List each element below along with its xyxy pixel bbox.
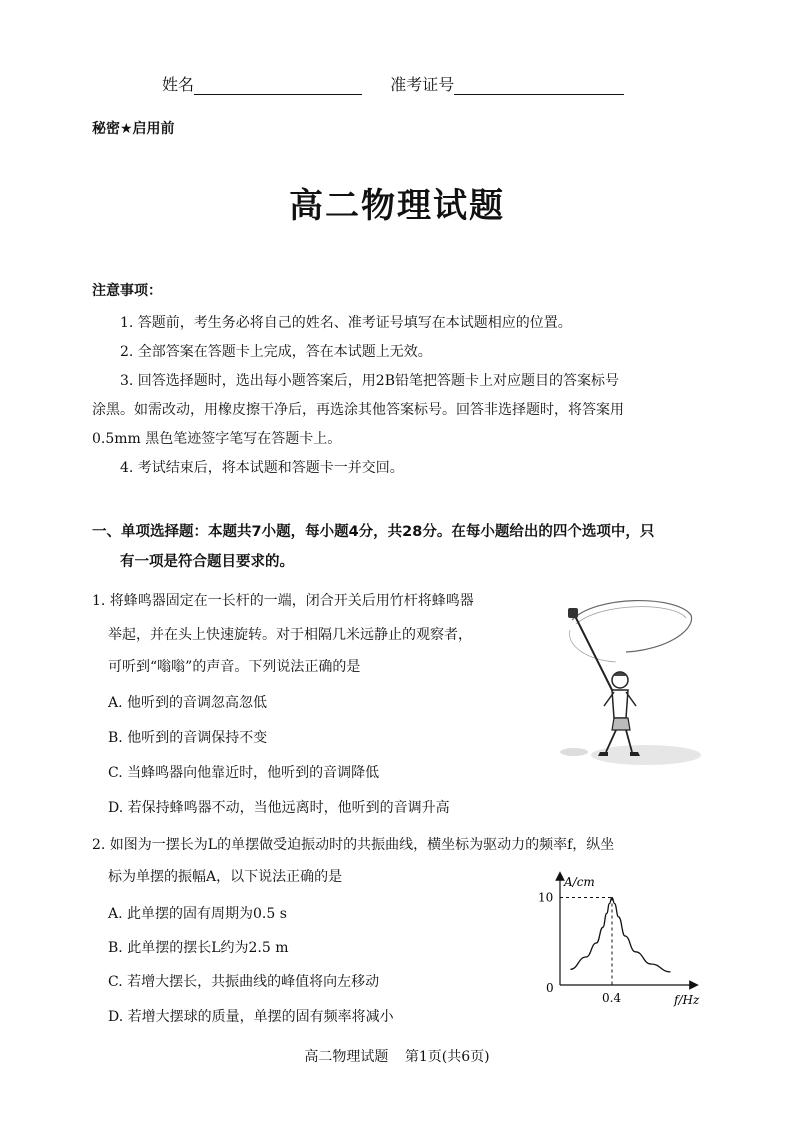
q1-option-c: C. 当蜂鸣器向他靠近时，他听到的音调降低 xyxy=(108,765,380,781)
footer-page-number: 第1页(共6页) xyxy=(404,1049,490,1065)
notice-item: 0.5mm 黑色笔迹签字笔写在答题卡上。 xyxy=(92,431,342,447)
q1-stem: 举起，并在头上快速旋转。对于相隔几米远静止的观察者， xyxy=(108,627,472,643)
q2-option-b: B. 此单摆的摆长L约为2.5 m xyxy=(108,940,289,956)
q2-stem: 标为单摆的振幅A，以下说法正确的是 xyxy=(108,869,343,885)
q2-option-d: D. 若增大摆球的质量，单摆的固有频率将减小 xyxy=(108,1009,394,1025)
footer-subject: 高二物理试题 xyxy=(304,1049,389,1065)
page-title: 高二物理试题 xyxy=(289,186,505,226)
q1-option-d: D. 若保持蜂鸣器不动，当他远离时，他听到的音调升高 xyxy=(108,800,450,816)
x-axis-label: f/Hz xyxy=(674,993,700,1007)
q2-stem: 2. 如图为一摆长为L的单摆做受迫振动时的共振曲线，横坐标为驱动力的频率f，纵坐 xyxy=(92,837,615,853)
exam-header xyxy=(162,72,624,95)
notice-item: 4. 考试结束后，将本试题和答题卡一并交回。 xyxy=(120,460,404,476)
name-field[interactable] xyxy=(194,76,362,95)
y-tick-label: 10 xyxy=(538,890,554,905)
series-line xyxy=(570,898,670,972)
q1-stem: 1. 将蜂鸣器固定在一长杆的一端，闭合开关后用竹杆将蜂鸣器 xyxy=(92,593,474,609)
q1-option-b: B. 他听到的音调保持不变 xyxy=(108,730,268,746)
resonance-curve-chart xyxy=(530,868,710,1008)
page-footer xyxy=(0,1046,794,1066)
q1-option-a: A. 他听到的音调忽高忽低 xyxy=(108,695,268,711)
section-heading-cont: 有一项是符合题目要求的。 xyxy=(120,554,294,570)
section-heading: 一、单项选择题：本题共7小题，每小题4分，共28分。在每小题给出的四个选项中，只 xyxy=(92,524,655,540)
q1-stem: 可听到“嗡嗡”的声音。下列说法正确的是 xyxy=(108,659,361,675)
notice-heading: 注意事项： xyxy=(92,283,162,299)
notice-item: 1. 答题前，考生务必将自己的姓名、准考证号填写在本试题相应的位置。 xyxy=(120,315,572,331)
origin-label: 0 xyxy=(546,981,554,995)
notice-item: 2. 全部答案在答题卡上完成，答在本试题上无效。 xyxy=(120,344,432,360)
notice-item: 涂黑。如需改动，用橡皮擦干净后，再选涂其他答案标号。回答非选择题时，将答案用 xyxy=(92,402,624,418)
q2-option-c: C. 若增大摆长，共振曲线的峰值将向左移动 xyxy=(108,974,380,990)
exam-number-field[interactable] xyxy=(454,76,624,95)
secret-mark: 秘密★启用前 xyxy=(92,121,175,137)
y-axis-label: A/cm xyxy=(564,875,595,889)
notice-item: 3. 回答选择题时，选出每小题答案后，用2B铅笔把答题卡上对应题目的答案标号 xyxy=(120,373,620,389)
x-tick-label: 0.4 xyxy=(602,991,622,1005)
q2-option-a: A. 此单摆的固有周期为0.5 s xyxy=(108,906,287,922)
name-label: 姓名 xyxy=(162,75,195,94)
exam-number-label: 准考证号 xyxy=(390,75,455,94)
buzzer-swing-illustration xyxy=(556,590,702,770)
